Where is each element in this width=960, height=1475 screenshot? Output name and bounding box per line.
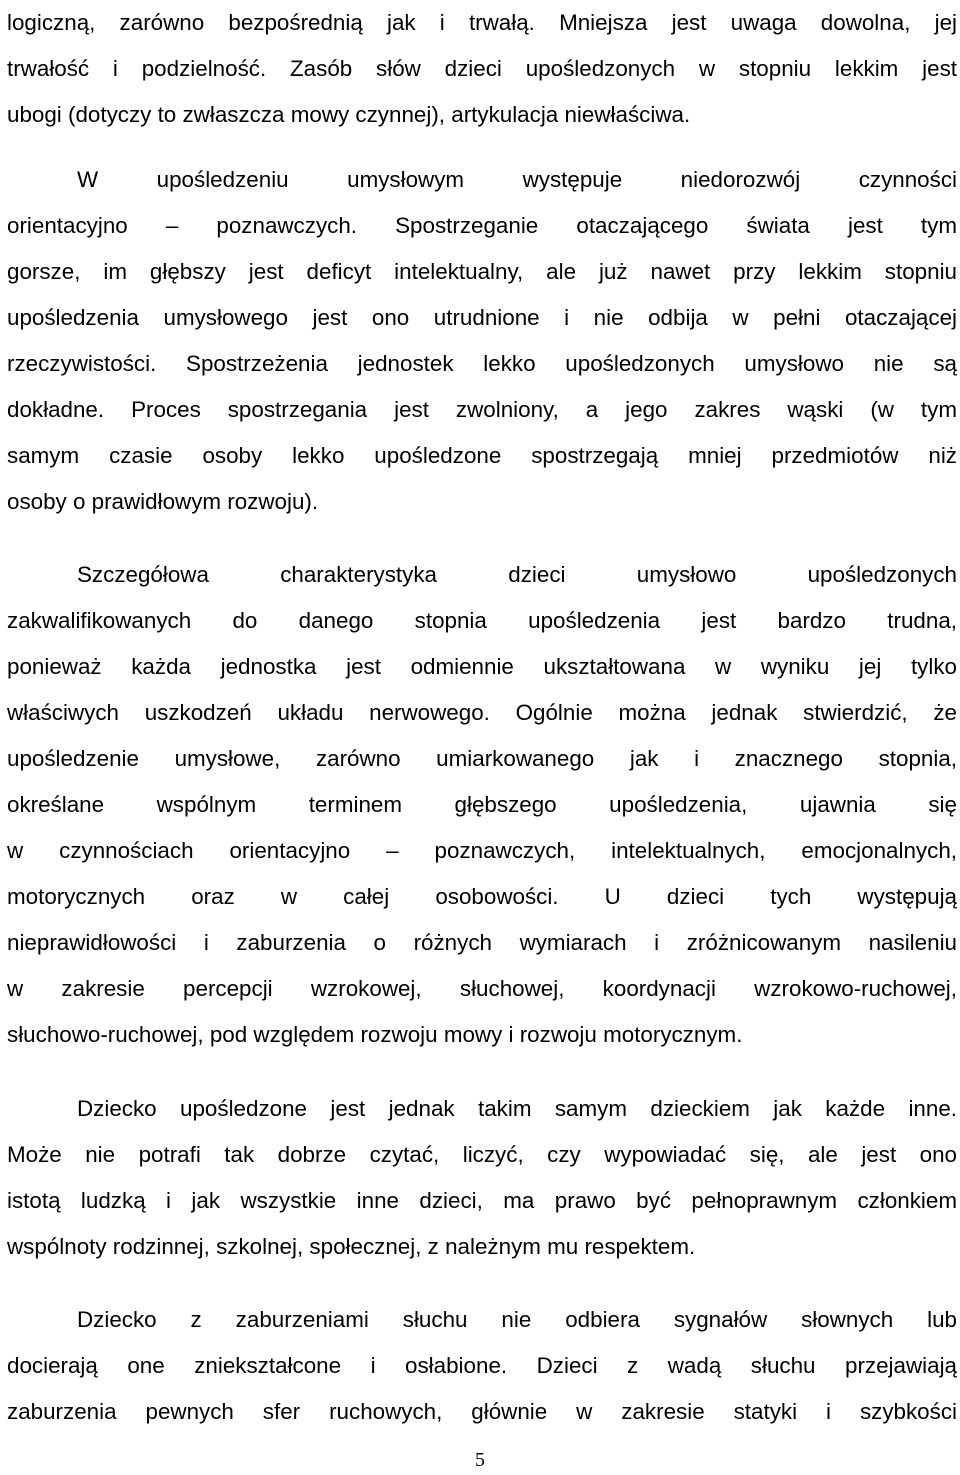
text-line: wspólnoty rodzinnej, szkolnej, społecznej, z należnym mu respektem. (7, 1234, 696, 1259)
text-line: w zakresie percepcji wzrokowej, słuchowej, koordynacji wzrokowo-ruchowej, (7, 976, 957, 1001)
paragraph-3 (7, 552, 957, 1058)
text-line: rzeczywistości. Spostrzeżenia jednostek lekko upośledzonych umysłowo nie są (7, 351, 957, 376)
text-line: właściwych uszkodzeń układu nerwowego. Ogólnie można jednak stwierdzić, że (7, 700, 957, 725)
text-line: gorsze, im głębszy jest deficyt intelektualny, ale już nawet przy lekkim stopniu (7, 259, 957, 284)
text-line: ubogi (dotyczy to zwłaszcza mowy czynnej), artykulacja niewłaściwa. (7, 102, 691, 127)
text-line: nieprawidłowości i zaburzenia o różnych wymiarach i zróżnicowanym nasileniu (7, 930, 957, 955)
text-line: trwałość i podzielność. Zasób słów dzieci upośledzonych w stopniu lekkim jest (7, 56, 957, 81)
text-line: docierają one zniekształcone i osłabione. Dzieci z wadą słuchu przejawiają (7, 1353, 957, 1378)
text-line: orientacyjno – poznawczych. Spostrzeganie otaczającego świata jest tym (7, 213, 957, 238)
text-line: W upośledzeniu umysłowym występuje niedorozwój czynności (77, 167, 957, 192)
text-line: Szczegółowa charakterystyka dzieci umysłowo upośledzonych (77, 562, 957, 587)
text-line: zakwalifikowanych do danego stopnia upośledzenia jest bardzo trudna, (7, 608, 957, 633)
text-line: istotą ludzką i jak wszystkie inne dzieci, ma prawo być pełnoprawnym członkiem (7, 1188, 957, 1213)
text-line: zaburzenia pewnych sfer ruchowych, głównie w zakresie statyki i szybkości (7, 1399, 957, 1424)
paragraph-1 (7, 0, 957, 138)
text-line: upośledzenia umysłowego jest ono utrudnione i nie odbija w pełni otaczającej (7, 305, 957, 330)
page-number: 5 (475, 1449, 485, 1471)
text-line: dokładne. Proces spostrzegania jest zwolniony, a jego zakres wąski (w tym (7, 397, 957, 422)
text-line: Dziecko upośledzone jest jednak takim samym dzieckiem jak każde inne. (77, 1096, 957, 1121)
text-line: osoby o prawidłowym rozwoju). (7, 489, 319, 514)
text-line: Dziecko z zaburzeniami słuchu nie odbiera sygnałów słownych lub (77, 1307, 957, 1332)
text-line: słuchowo-ruchowej, pod względem rozwoju mowy i rozwoju motorycznym. (7, 1022, 743, 1047)
text-line: logiczną, zarówno bezpośrednią jak i trwałą. Mniejsza jest uwaga dowolna, jej (7, 10, 957, 35)
text-line: motorycznych oraz w całej osobowości. U dzieci tych występują (7, 884, 957, 909)
paragraph-5 (7, 1297, 957, 1435)
text-line: określane wspólnym terminem głębszego upośledzenia, ujawnia się (7, 792, 957, 817)
text-line: ponieważ każda jednostka jest odmiennie ukształtowana w wyniku jej tylko (7, 654, 957, 679)
text-line: samym czasie osoby lekko upośledzone spostrzegają mniej przedmiotów niż (7, 443, 957, 468)
paragraph-4 (7, 1086, 957, 1270)
paragraph-2 (7, 157, 957, 525)
text-line: upośledzenie umysłowe, zarówno umiarkowanego jak i znacznego stopnia, (7, 746, 957, 771)
text-line: w czynnościach orientacyjno – poznawczych, intelektualnych, emocjonalnych, (7, 838, 957, 863)
text-line: Może nie potrafi tak dobrze czytać, liczyć, czy wypowiadać się, ale jest ono (7, 1142, 957, 1167)
